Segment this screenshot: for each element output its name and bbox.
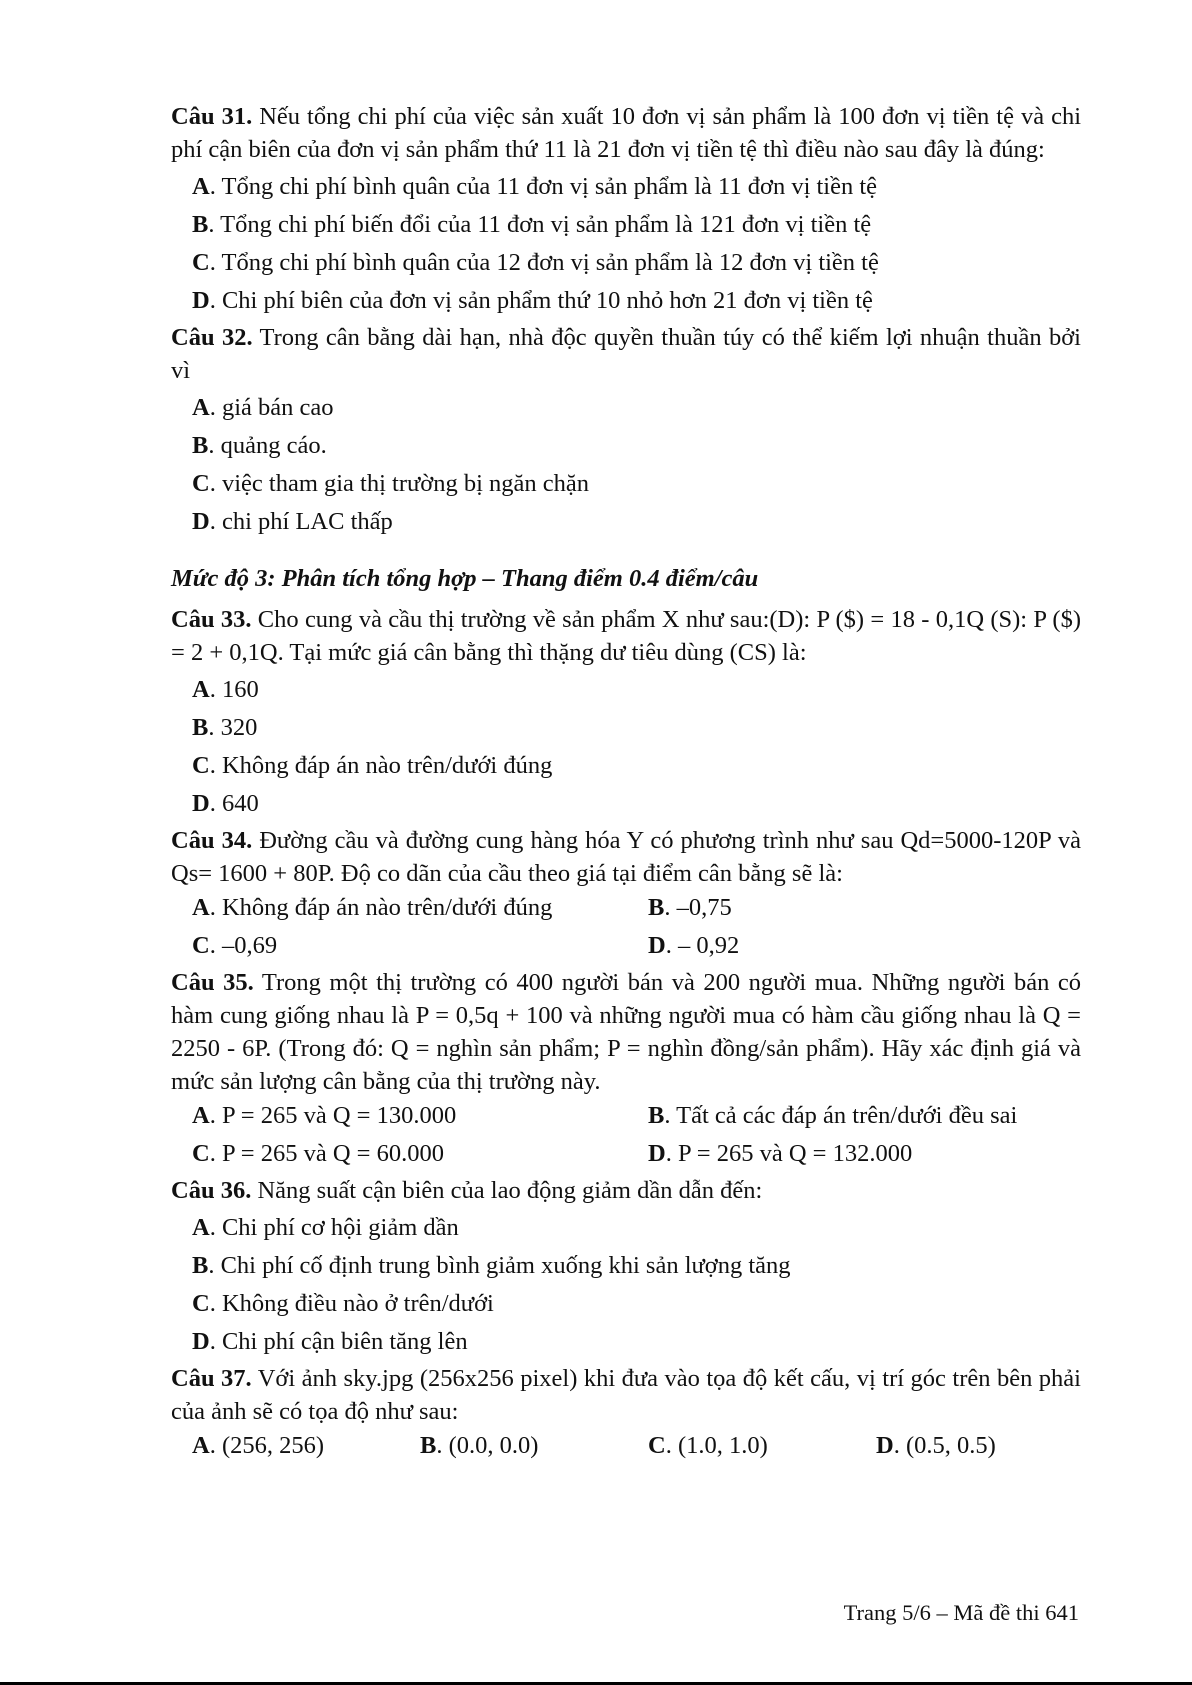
option-row [192,1136,1081,1172]
option-row [192,1428,1081,1464]
section-heading: Mức độ 3: Phân tích tổng hợp – Thang điểm 0.4 điểm/câu [171,565,759,592]
question-34 [171,824,1081,890]
option-b: B. 320 [192,714,258,741]
option-b: B. quảng cáo. [192,432,327,459]
option-row [192,890,1081,926]
question-label: Câu 36. [171,1177,252,1204]
question-32 [171,321,1081,387]
option-c: C. P = 265 và Q = 60.000 [192,1140,444,1167]
option-d: D. Chi phí biên của đơn vị sản phẩm thứ 10 nhỏ hơn 21 đơn vị tiền tệ [192,287,873,314]
option-b: B. Chi phí cố định trung bình giảm xuống khi sản lượng tăng [192,1252,791,1279]
option-a: A. Tổng chi phí bình quân của 11 đơn vị sản phẩm là 11 đơn vị tiền tệ [192,173,878,200]
question-text: Năng suất cận biên của lao động giảm dần dẫn đến: [251,1177,763,1204]
option-b: B. Tổng chi phí biến đổi của 11 đơn vị sản phẩm là 121 đơn vị tiền tệ [192,211,872,238]
question-37 [171,1362,1081,1428]
question-text: Trong cân bằng dài hạn, nhà độc quyền thuần túy có thể kiếm lợi nhuận thuần bởi vì [171,324,1081,384]
option-a: A. Chi phí cơ hội giảm dần [192,1214,459,1241]
option-b: B. –0,75 [648,894,732,921]
question-label: Câu 31. [171,103,253,130]
option-a: A. giá bán cao [192,394,334,421]
question-36 [171,1174,1081,1207]
option-d: D. (0.5, 0.5) [876,1432,996,1459]
option-d: D. 640 [192,790,259,817]
question-label: Câu 35. [171,969,254,996]
question-text: Cho cung và cầu thị trường về sản phẩm X như sau:(D): P ($) = 18 - 0,1Q (S): P ($) = 2 + 0,1Q. Tại mức giá cân bằng thì thặng dư tiêu dùng (CS) là: [171,606,1081,666]
option-c: C. Không điều nào ở trên/dưới [192,1290,494,1317]
option-d: D. – 0,92 [648,932,740,959]
option-d: D. chi phí LAC thấp [192,508,393,535]
question-35 [171,966,1081,1098]
question-33 [171,603,1081,669]
question-label: Câu 34. [171,827,253,854]
option-a: A. 160 [192,676,259,703]
option-c: C. (1.0, 1.0) [648,1432,768,1459]
option-c: C. Tổng chi phí bình quân của 12 đơn vị sản phẩm là 12 đơn vị tiền tệ [192,249,879,276]
question-text: Đường cầu và đường cung hàng hóa Y có phương trình như sau Qd=5000-120P và Qs= 1600 + 80P. Độ co dãn của cầu theo giá tại điểm cân bằng sẽ là: [171,827,1081,887]
option-b: B. Tất cả các đáp án trên/dưới đều sai [648,1102,1018,1129]
page-footer: Trang 5/6 – Mã đề thi 641 [843,1600,1079,1625]
option-d: D. P = 265 và Q = 132.000 [648,1140,913,1167]
question-label: Câu 32. [171,324,253,351]
question-text: Nếu tổng chi phí của việc sản xuất 10 đơn vị sản phẩm là 100 đơn vị tiền tệ và chi phí cận biên của đơn vị sản phẩm thứ 11 là 21 đơn vị tiền tệ thì điều nào sau đây là đúng: [171,103,1081,163]
question-label: Câu 37. [171,1365,252,1392]
question-text: Với ảnh sky.jpg (256x256 pixel) khi đưa vào tọa độ kết cấu, vị trí góc trên bên phải của ảnh sẽ có tọa độ như sau: [171,1365,1081,1425]
question-31 [171,100,1081,166]
exam-page [171,100,1081,1466]
option-c: C. –0,69 [192,932,278,959]
option-a: A. (256, 256) [192,1432,325,1459]
option-a: A. Không đáp án nào trên/dưới đúng [192,894,553,921]
question-label: Câu 33. [171,606,252,633]
option-c: C. việc tham gia thị trường bị ngăn chặn [192,470,590,497]
option-row [192,1098,1081,1134]
option-row [192,928,1081,964]
option-d: D. Chi phí cận biên tăng lên [192,1328,468,1355]
option-c: C. Không đáp án nào trên/dưới đúng [192,752,553,779]
option-a: A. P = 265 và Q = 130.000 [192,1102,457,1129]
question-text: Trong một thị trường có 400 người bán và 200 người mua. Những người bán có hàm cung giống nhau là P = 0,5q + 100 và những người mua có hàm cầu giống nhau là Q = 2250 - 6P. (Trong đó: Q = nghìn sản phẩm; P = nghìn đồng/sản phẩm). Hãy xác định giá và mức sản lượng cân bằng của thị trường này. [171,969,1081,1095]
option-b: B. (0.0, 0.0) [420,1432,539,1459]
